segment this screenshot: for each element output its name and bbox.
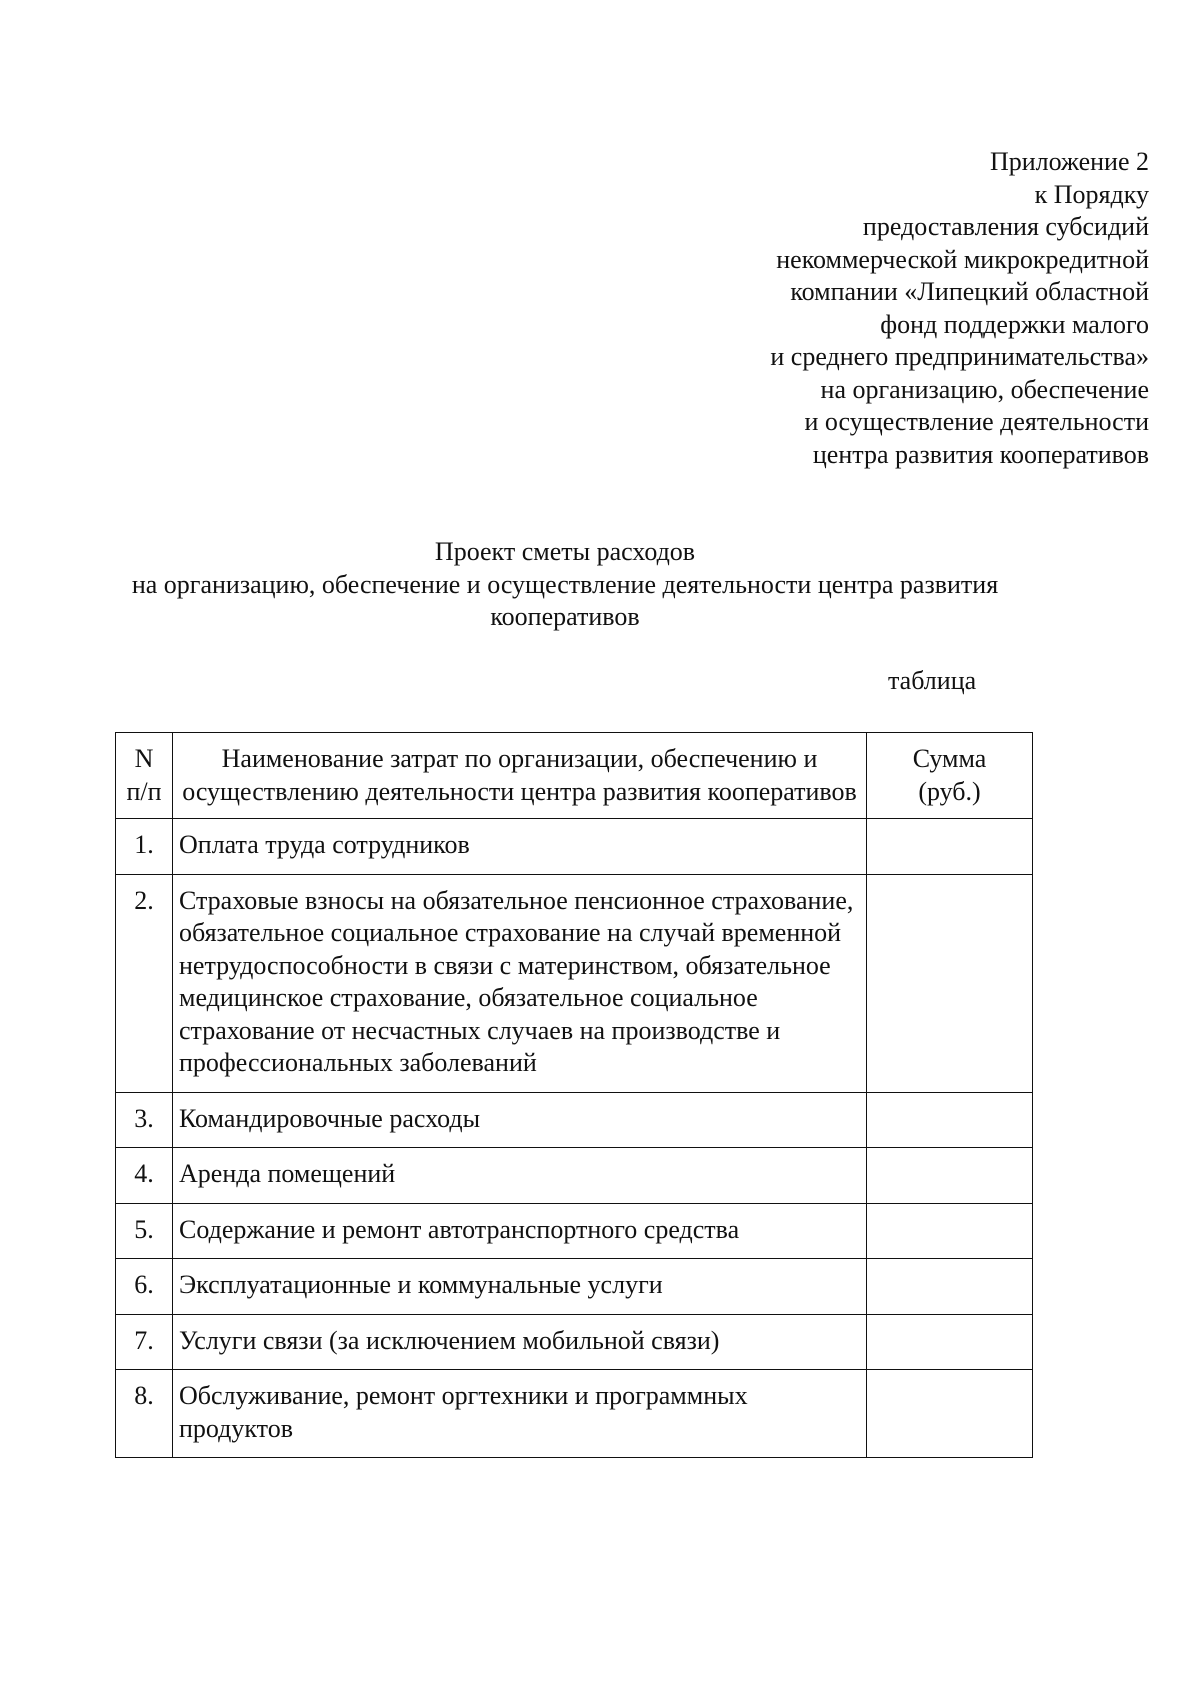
appendix-line: фонд поддержки малого	[880, 309, 1149, 339]
table-row	[116, 874, 1033, 1092]
row-number: 5.	[116, 1203, 173, 1259]
header-sum-line: Сумма	[912, 744, 987, 773]
appendix-line: и осуществление деятельности	[804, 407, 1149, 436]
header-sum-line: (руб.)	[918, 776, 981, 806]
appendix-line: и среднего предпринимательства»	[770, 342, 1149, 371]
row-name: Услуги связи (за исключением мобильной связи)	[173, 1314, 867, 1370]
row-name: Страховые взносы на обязательное пенсионное страхование, обязательное социальное страхование на случай временной нетрудоспособности в связи с материнством, обязательное медицинское страхование, обязательное социальное страхование от несчастных случаев на производстве и профессиональных заболеваний	[173, 874, 867, 1092]
table-row	[116, 1370, 1033, 1458]
row-name: Содержание и ремонт автотранспортного средства	[173, 1203, 867, 1259]
row-sum	[867, 819, 1033, 875]
row-name: Аренда помещений	[173, 1148, 867, 1204]
table-row	[116, 1148, 1033, 1204]
row-number: 3.	[116, 1092, 173, 1148]
row-sum	[867, 874, 1033, 1092]
title-line: кооперативов	[490, 602, 640, 631]
appendix-line: компании «Липецкий областной	[790, 277, 1149, 306]
header-number	[116, 733, 173, 819]
row-sum	[867, 1203, 1033, 1259]
table-row	[116, 1092, 1033, 1148]
table-row	[116, 1259, 1033, 1315]
row-number: 6.	[116, 1259, 173, 1315]
row-number: 1.	[116, 819, 173, 875]
row-sum	[867, 1092, 1033, 1148]
row-number: 2.	[116, 874, 173, 1092]
header-number-line: N	[134, 744, 154, 773]
table-label: таблица	[888, 666, 977, 695]
appendix-line: на организацию, обеспечение	[820, 374, 1149, 404]
appendix-line: к Порядку	[1034, 179, 1149, 209]
header-number-line: п/п	[126, 776, 162, 806]
appendix-line: некоммерческой микрокредитной	[776, 244, 1149, 274]
table-row	[116, 819, 1033, 875]
row-name: Эксплуатационные и коммунальные услуги	[173, 1259, 867, 1315]
row-name: Оплата труда сотрудников	[173, 819, 867, 875]
row-name: Командировочные расходы	[173, 1092, 867, 1148]
appendix-line: предоставления субсидий	[862, 212, 1149, 241]
row-number: 8.	[116, 1370, 173, 1458]
appendix-line: центра развития кооперативов	[812, 439, 1149, 469]
title-line: Проект сметы расходов	[434, 537, 696, 566]
header-name: Наименование затрат по организации, обеспечению и осуществлению деятельности центра развития кооперативов	[173, 733, 867, 819]
appendix-line: Приложение 2	[989, 147, 1149, 176]
row-name: Обслуживание, ремонт оргтехники и программных продуктов	[173, 1370, 867, 1458]
document-title	[0, 536, 1130, 634]
appendix-header	[629, 146, 1149, 471]
table-header-row	[116, 733, 1033, 819]
table-row	[116, 1314, 1033, 1370]
row-sum	[867, 1148, 1033, 1204]
row-sum	[867, 1370, 1033, 1458]
row-number: 7.	[116, 1314, 173, 1370]
row-sum	[867, 1314, 1033, 1370]
header-sum	[867, 733, 1033, 819]
table-row	[116, 1203, 1033, 1259]
row-sum	[867, 1259, 1033, 1315]
row-number: 4.	[116, 1148, 173, 1204]
estimate-table	[115, 732, 1033, 1458]
title-line: на организацию, обеспечение и осуществление деятельности центра развития	[131, 569, 999, 599]
